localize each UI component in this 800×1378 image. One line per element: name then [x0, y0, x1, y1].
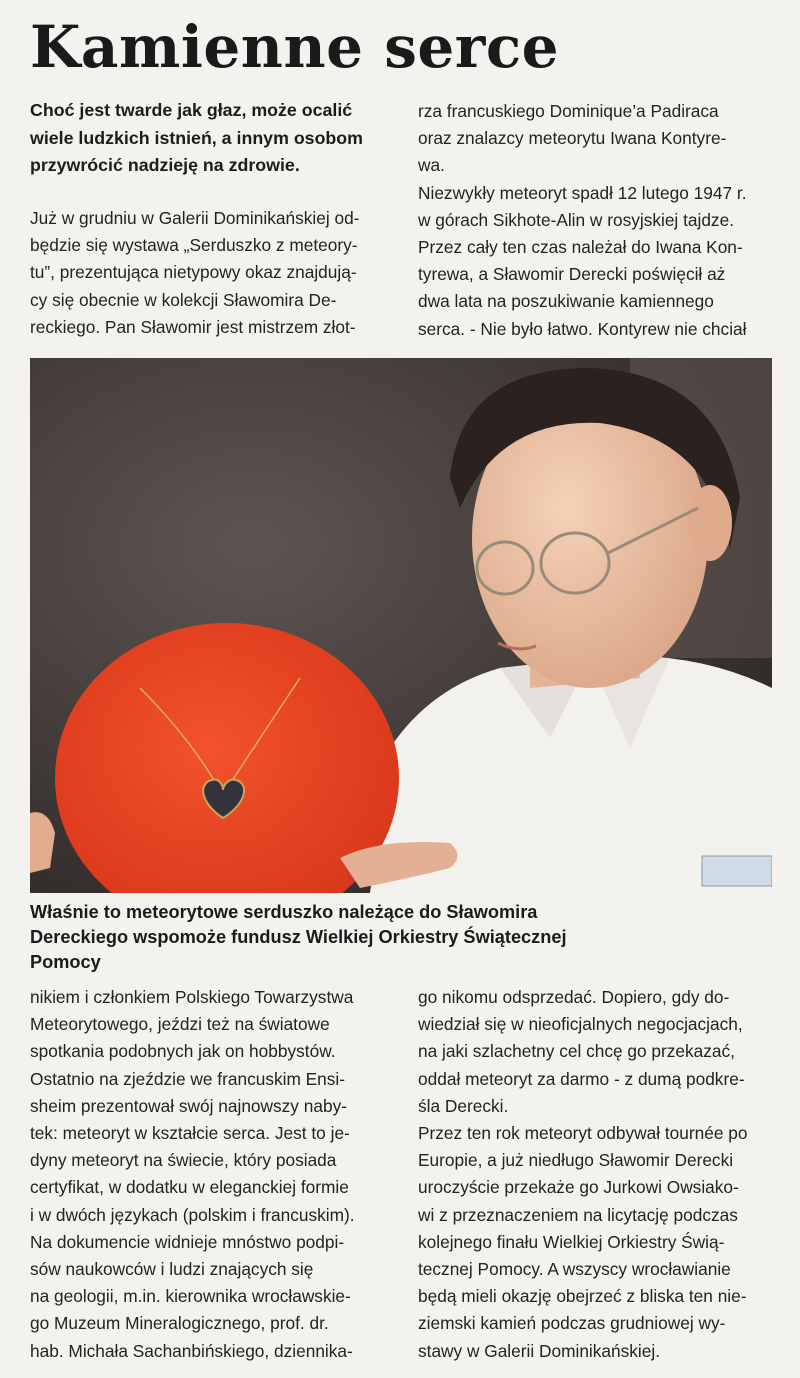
text-line: cy się obecnie w kolekcji Sławomira De-: [30, 289, 337, 310]
lead-line: przywrócić nadzieję na zdrowie.: [30, 155, 300, 175]
text-line: Na dokumencie widnieje mnóstwo podpi-: [30, 1231, 345, 1252]
text-line: i w dwóch językach (polskim i francuskim).: [30, 1204, 355, 1225]
text-line: tecznej Pomocy. A wszyscy wrocławianie: [418, 1259, 731, 1280]
text-line: sów naukowców i ludzi znających się: [30, 1259, 314, 1280]
text-line: rza francuskiego Dominique’a Padiraca: [418, 101, 719, 121]
text-line: śla Derecki.: [418, 1095, 509, 1116]
text-line: wiedział się w nieoficjalnych negocjacjach,: [418, 1014, 743, 1035]
text-line: tyrewa, a Sławomir Derecki poświęcił aż: [418, 264, 726, 285]
page-title: Kamienne serce: [30, 13, 560, 81]
text-line: na jaki szlachetny cel chcę go przekazać,: [418, 1041, 735, 1062]
text-line: wi z przeznaczeniem na licytację podczas: [418, 1204, 738, 1225]
text-line: ziemski kamień podczas grudniowej wy-: [418, 1313, 726, 1334]
text-line: go Muzeum Mineralogicznego, prof. dr.: [30, 1313, 329, 1334]
article-lead: [30, 97, 390, 180]
text-line: stawy w Galerii Dominikańskiej.: [418, 1340, 661, 1361]
text-line: serca. - Nie było łatwo. Kontyrew nie chciał: [418, 318, 747, 339]
text-line: w górach Sikhote-Alin w rosyjskiej tajdze.: [418, 209, 734, 230]
text-line: nikiem i członkiem Polskiego Towarzystwa: [30, 987, 354, 1007]
text-line: sheim prezentował swój najnowszy naby-: [30, 1095, 347, 1116]
column-2-top: [418, 98, 773, 343]
text-line: oraz znalazcy meteorytu Iwana Kontyre-: [418, 128, 727, 149]
text-line: tek: meteoryt w kształcie serca. Jest to je-: [30, 1123, 350, 1144]
text-line: Przez cały ten czas należał do Iwana Kon-: [418, 237, 743, 258]
lead-line: wiele ludzkich istnień, a innym osobom: [30, 127, 363, 148]
text-line: Ostatnio na zjeździe we francuskim Ensi-: [30, 1068, 346, 1089]
column-1-bottom: [30, 984, 385, 1365]
text-line: dyny meteoryt na świecie, który posiada: [30, 1150, 337, 1171]
text-line: dwa lata na poszukiwanie kamiennego: [418, 291, 714, 312]
column-1-top: [30, 205, 385, 341]
text-line: hab. Michała Sachanbińskiego, dziennika-: [30, 1340, 353, 1361]
caption-line: Dereckiego wspomoże fundusz Wielkiej Orkiestry Świątecznej: [30, 927, 567, 947]
text-line: wa.: [418, 155, 445, 176]
caption-line: Pomocy: [30, 952, 101, 972]
text-line: tu”, prezentująca nietypowy okaz znajdują-: [30, 262, 357, 283]
photo-illustration: [30, 358, 772, 893]
text-line: będzie się wystawa „Serduszko z meteory-: [30, 235, 358, 256]
text-line: spotkania podobnych jak on hobbystów.: [30, 1041, 336, 1062]
caption-line: Właśnie to meteorytowe serduszko należące do Sławomira: [30, 902, 538, 922]
text-line: oddał meteoryt za darmo - z dumą podkre-: [418, 1068, 745, 1089]
text-line: Niezwykły meteoryt spadł 12 lutego 1947 r.: [418, 182, 747, 203]
text-line: uroczyście przekaże go Jurkowi Owsiako-: [418, 1177, 739, 1198]
text-line: Już w grudniu w Galerii Dominikańskiej od-: [30, 208, 360, 228]
photo-caption: [30, 900, 772, 975]
text-line: go nikomu odsprzedać. Dopiero, gdy do-: [418, 987, 730, 1007]
text-line: na geologii, m.in. kierownika wrocławskie-: [30, 1286, 351, 1307]
text-line: Europie, a już niedługo Sławomir Derecki: [418, 1150, 734, 1171]
text-line: certyfikat, w dodatku w eleganckiej formie: [30, 1177, 349, 1198]
text-line: Meteorytowego, jeździ też na światowe: [30, 1014, 330, 1035]
text-line: reckiego. Pan Sławomir jest mistrzem złot-: [30, 316, 356, 337]
text-line: kolejnego finału Wielkiej Orkiestry Świą-: [418, 1231, 725, 1252]
text-line: będą mieli okazję obejrzeć z bliska ten nie-: [418, 1286, 747, 1307]
article-photo: [30, 358, 772, 893]
lead-line: Choć jest twarde jak głaz, może ocalić: [30, 100, 353, 120]
text-line: Przez ten rok meteoryt odbywał tournée po: [418, 1123, 748, 1144]
column-2-bottom: [418, 984, 773, 1365]
